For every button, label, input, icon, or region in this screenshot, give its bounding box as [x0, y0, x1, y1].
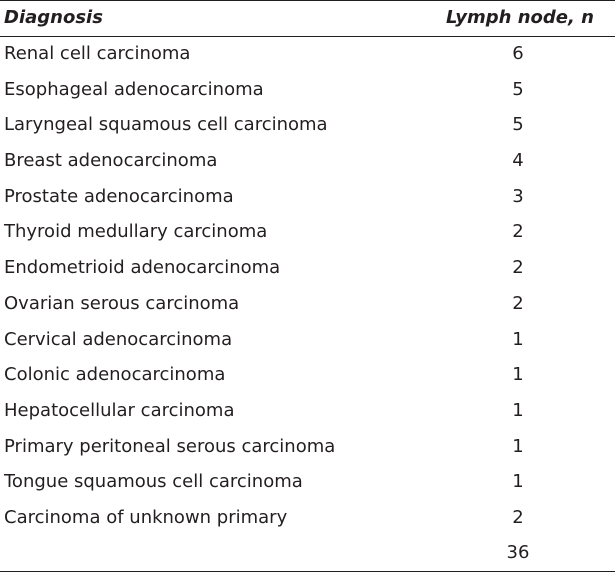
diagnosis-cell: Laryngeal squamous cell carcinoma	[4, 114, 328, 136]
diagnosis-cell: Colonic adenocarcinoma	[4, 364, 226, 386]
table-bottom-rule	[0, 571, 615, 572]
count-cell: 1	[512, 435, 524, 457]
count-cell: 6	[512, 43, 524, 64]
diagnosis-cell: Prostate adenocarcinoma	[4, 185, 234, 207]
diagnosis-cell: Endometrioid adenocarcinoma	[4, 257, 281, 279]
count-cell: 2	[512, 257, 524, 279]
table-row	[0, 73, 615, 109]
diagnosis-cell: Carcinoma of unknown primary	[4, 506, 288, 528]
total-count-cell: 36	[506, 542, 530, 563]
diagnosis-cell: Tongue squamous cell carcinoma	[4, 471, 303, 493]
count-cell: 1	[512, 364, 524, 386]
table-body	[0, 37, 615, 537]
count-cell: 4	[512, 150, 524, 172]
diagnosis-cell: Primary peritoneal serous carcinoma	[4, 435, 336, 457]
count-cell: 3	[512, 185, 524, 207]
count-cell: 2	[512, 221, 524, 243]
table-row	[0, 394, 615, 430]
table-total-row	[0, 536, 615, 571]
table-row	[0, 215, 615, 251]
count-cell: 1	[512, 399, 524, 421]
table-row	[0, 144, 615, 180]
table-header-row	[0, 0, 615, 36]
table-row	[0, 323, 615, 359]
diagnosis-cell: Breast adenocarcinoma	[4, 150, 218, 172]
diagnosis-cell: Cervical adenocarcinoma	[4, 328, 233, 350]
count-cell: 2	[512, 506, 524, 528]
count-cell: 2	[512, 292, 524, 314]
header-diagnosis: Diagnosis	[4, 7, 103, 28]
diagnosis-cell: Esophageal adenocarcinoma	[4, 78, 264, 100]
table-row	[0, 180, 615, 216]
table-row	[0, 430, 615, 466]
table-row	[0, 251, 615, 287]
table-row	[0, 108, 615, 144]
diagnosis-cell: Renal cell carcinoma	[4, 43, 191, 64]
table-row	[0, 37, 615, 73]
header-lymph-node-count: Lymph node, n	[446, 7, 594, 28]
count-cell: 5	[512, 78, 524, 100]
count-cell: 1	[512, 328, 524, 350]
table-row	[0, 358, 615, 394]
count-cell: 1	[512, 471, 524, 493]
diagnosis-cell: Thyroid medullary carcinoma	[4, 221, 268, 243]
diagnosis-cell: Ovarian serous carcinoma	[4, 292, 240, 314]
table-row	[0, 501, 615, 537]
diagnosis-cell: Hepatocellular carcinoma	[4, 399, 235, 421]
table-row	[0, 465, 615, 501]
count-cell: 5	[512, 114, 524, 136]
table-row	[0, 287, 615, 323]
